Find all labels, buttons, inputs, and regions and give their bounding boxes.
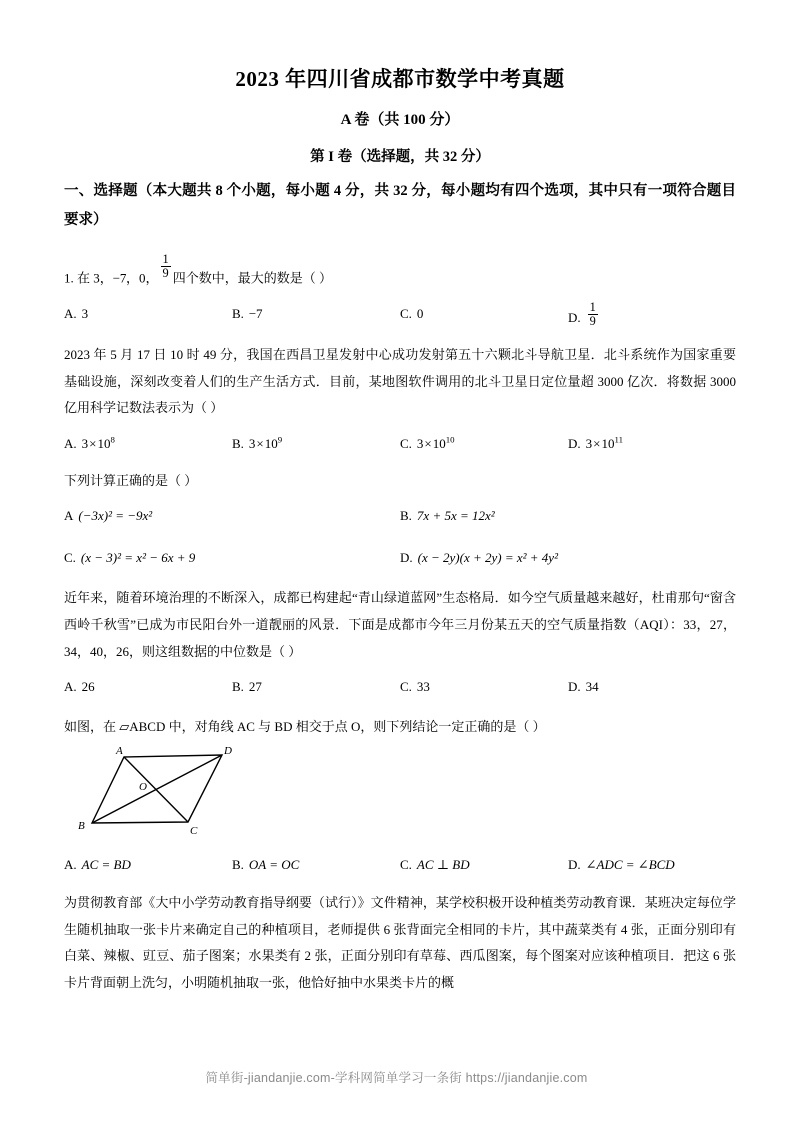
- question-3-option-b[interactable]: B. 7x + 5x = 12x²: [400, 508, 495, 524]
- question-2-option-c[interactable]: C. $3\times 10^{10}$: [400, 434, 455, 451]
- question-6: [64, 890, 736, 997]
- question-1-value-1: 3: [93, 269, 100, 285]
- question-3: [64, 468, 736, 495]
- page-footer-watermark: 简单街-jiandanjie.com-学科网简单学习一条街 https://jiandanjie.com: [205, 1071, 588, 1085]
- question-4-options: [64, 674, 736, 700]
- question-3-text: 下列计算正确的是（ ）: [64, 472, 198, 488]
- section-label: 第 I 卷（选择题，共 32 分）: [310, 148, 490, 165]
- question-5-option-b[interactable]: B. OA = OC: [232, 857, 300, 873]
- question-4-text: 近年来，随着环境治理的不断深入，成都已构建起“青山绿道蓝网”生态格局．如今空气质量越来越好，杜甫那句“窗含西岭千秋雪”已成为市民阳台外一道靓丽的风景．下面是成都市今年三月份某五天的空气质量指数（AQI）：33，27，34，40，26，则这组数据的中位数是（ ）: [64, 590, 736, 659]
- question-1-value-2: −7: [112, 269, 127, 285]
- question-4: [64, 585, 736, 665]
- question-4-option-a[interactable]: A. 26: [64, 679, 95, 695]
- vertex-label-c: C: [190, 825, 198, 838]
- diagonal-bd: [92, 755, 222, 823]
- question-3-options-row-2: [64, 545, 736, 571]
- question-2-option-b[interactable]: B. $3\times 10^9$: [232, 434, 283, 451]
- question-2-option-a[interactable]: A. $3\times 10^8$: [64, 434, 115, 451]
- question-1-option-d[interactable]: D. $\frac{1}{9}$: [568, 299, 596, 328]
- document-body: [64, 0, 736, 997]
- question-3-options-row-1: [64, 503, 736, 529]
- parallelogram-abcd-diagram: [72, 745, 257, 837]
- page-title: 2023 年四川省成都市数学中考真题: [235, 67, 565, 91]
- question-3-option-a[interactable]: A (−3x)² = −9x²: [64, 508, 153, 524]
- question-5-option-d[interactable]: D. ∠ADC = ∠BCD: [568, 857, 675, 873]
- question-1-option-c[interactable]: C. 0: [400, 305, 424, 321]
- question-2-options: [64, 431, 736, 457]
- question-5-figure: [72, 745, 736, 842]
- vertex-label-d: D: [224, 745, 232, 758]
- question-1-option-a[interactable]: A. 3: [64, 305, 89, 321]
- section-instructions: 一、选择题（本大题共 8 个小题，每小题 4 分，共 32 分，每小题均有四个选项，其中只有一项符合题目要求）: [64, 182, 736, 228]
- question-5-option-c[interactable]: C. AC ⊥ BD: [400, 857, 470, 873]
- question-5: [64, 714, 736, 741]
- question-1-fraction: $\frac{1}{9}$: [162, 251, 169, 280]
- question-1-option-d-fraction: $\frac{1}{9}$: [589, 299, 596, 328]
- vertex-label-a: A: [116, 745, 123, 758]
- question-1-options: [64, 301, 736, 331]
- question-1-stem-before: 在: [77, 269, 91, 285]
- question-6-text: 为贯彻教育部《大中小学劳动教育指导纲要（试行）》文件精神，某学校积极开设种植类劳动教育课．某班决定每位学生随机抽取一张卡片来确定自己的种植项目，老师提供 6 张背面完全相同的卡片，其中蔬菜类有 4 张，正面分别印有白菜、辣椒、豇豆、茄子图案；水果类有 2 张，正面分别印有草莓、西瓜图案，每个图案对应该种植项目．把这 6 张卡片背面朝上洗匀，小明随机抽取一张，他恰好抽中水果类卡片的概: [64, 895, 736, 990]
- question-5-text: 如图，在 ▱ABCD 中，对角线 AC 与 BD 相交于点 O，则下列结论一定正确的是（ ）: [64, 719, 546, 735]
- question-4-option-b[interactable]: B. 27: [232, 679, 262, 695]
- question-1: 1. 在 3，−7，0， $\frac{1}{9}$ 四个数中，最大的数是（ ）: [64, 251, 332, 285]
- question-1-option-b[interactable]: B. −7: [232, 305, 263, 321]
- question-1-stem-after: 四个数中，最大的数是（ ）: [172, 269, 332, 285]
- question-1-number: 1.: [64, 269, 74, 285]
- question-5-options: [64, 852, 736, 878]
- question-4-option-c[interactable]: C. 33: [400, 679, 430, 695]
- question-3-option-d[interactable]: D. (x − 2y)(x + 2y) = x² + 4y²: [400, 550, 558, 566]
- question-3-option-c[interactable]: C. (x − 3)² = x² − 6x + 9: [64, 550, 196, 566]
- question-5-option-a[interactable]: A. AC = BD: [64, 857, 131, 873]
- question-2-text: 2023 年 5 月 17 日 10 时 49 分，我国在西昌卫星发射中心成功发射第五十六颗北斗导航卫星．北斗系统作为国家重要基础设施，深刻改变着人们的生产生活方式．目前，某地图软件调用的北斗卫星日定位量超 3000 亿次．将数据 3000 亿用科学记数法表示为（ ）: [64, 346, 736, 416]
- vertex-label-b: B: [78, 820, 85, 833]
- question-4-option-d[interactable]: D. 34: [568, 679, 599, 695]
- question-2-option-d[interactable]: D. $3\times 10^{11}$: [568, 434, 623, 451]
- paper-label: A 卷（共 100 分）: [340, 112, 460, 129]
- question-2: [64, 342, 736, 422]
- vertex-label-o: O: [139, 781, 147, 794]
- question-1-value-3: 0: [139, 269, 146, 285]
